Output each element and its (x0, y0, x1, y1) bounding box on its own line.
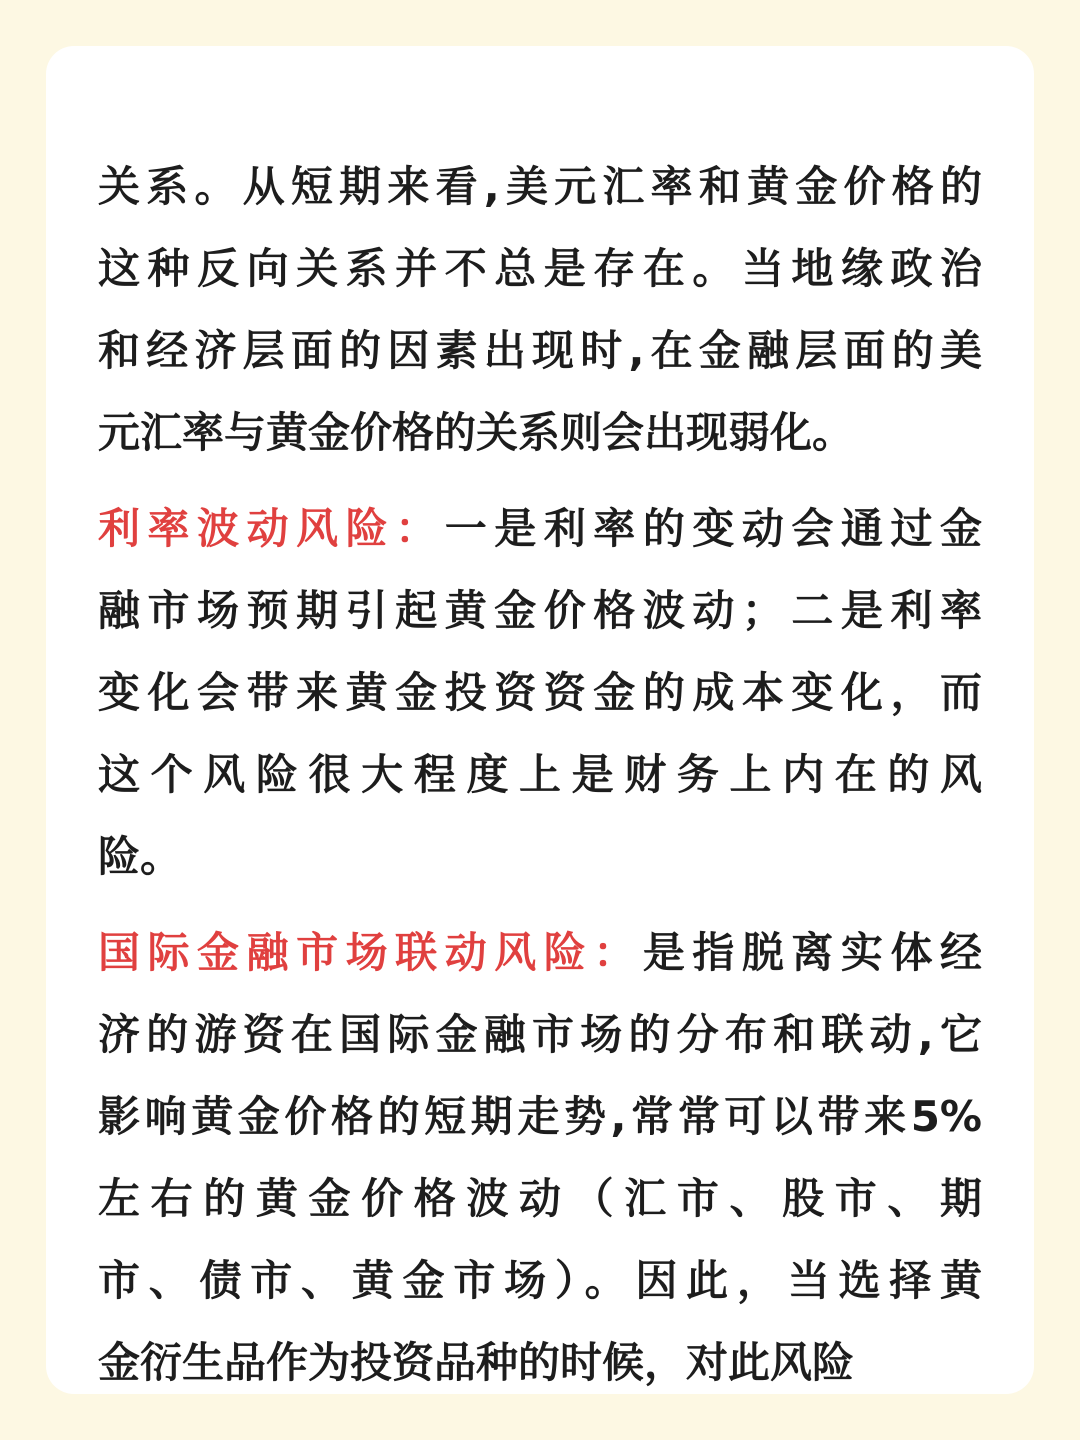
text-line: 左右的黄金价格波动（汇市、股市、期 (98, 1174, 982, 1223)
paragraph-market-linkage-risk (98, 912, 982, 1404)
article-card (46, 46, 1034, 1394)
text-line-rest: 一是利率的变动会通过金 (444, 504, 982, 553)
section-heading: 利率波动风险： (98, 504, 445, 553)
text-line-rest: 是指脱离实体经 (642, 928, 982, 977)
text-line: 金衍生品作为投资品种的时候，对此风险 (98, 1338, 855, 1387)
text-line: 济的游资在国际金融市场的分布和联动,它 (98, 1010, 982, 1059)
text-line: 影响黄金价格的短期走势,常常可以带来5% (98, 1092, 982, 1141)
paragraph-exchange-rate (98, 146, 982, 474)
text-line: 和经济层面的因素出现时,在金融层面的美 (98, 326, 982, 375)
text-line: 这个风险很大程度上是财务上内在的风 (98, 750, 982, 799)
text-line: 元汇率与黄金价格的关系则会出现弱化。 (98, 408, 855, 457)
text-line: 关系。从短期来看,美元汇率和黄金价格的 (98, 162, 982, 211)
text-line (98, 488, 982, 570)
text-line: 融市场预期引起黄金价格波动；二是利率 (98, 586, 982, 635)
text-line: 变化会带来黄金投资资金的成本变化，而 (98, 668, 982, 717)
text-line: 险。 (98, 832, 183, 881)
section-heading: 国际金融市场联动风险： (98, 928, 643, 977)
text-line: 这种反向关系并不总是存在。当地缘政治 (98, 244, 982, 293)
paragraph-interest-rate-risk (98, 488, 982, 898)
text-line (98, 912, 982, 994)
text-line: 市、债市、黄金市场）。因此，当选择黄 (98, 1256, 982, 1305)
